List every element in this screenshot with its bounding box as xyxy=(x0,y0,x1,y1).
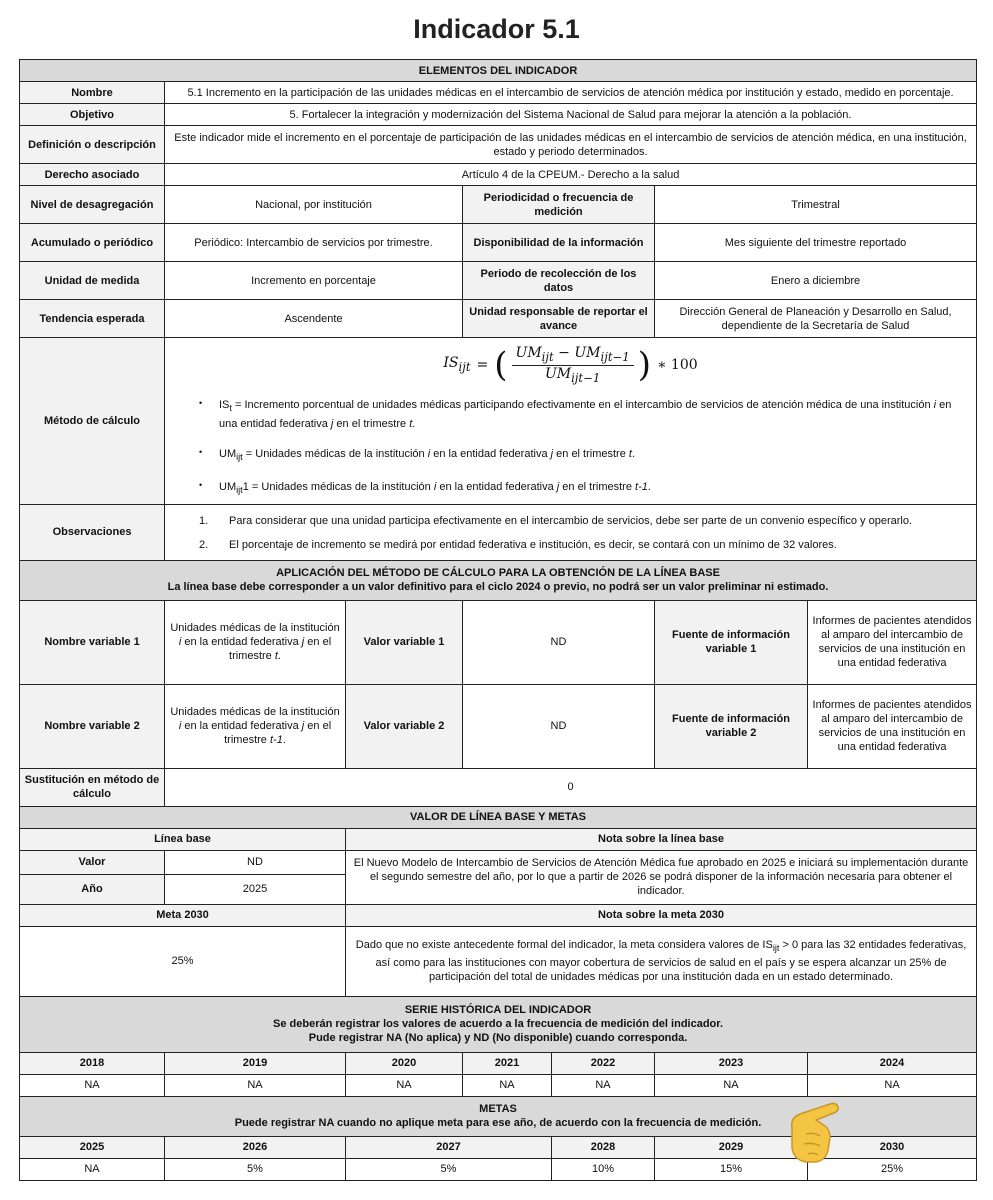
baseline-note: El Nuevo Modelo de Intercambio de Servicios de Atención Médica fue aprobado en 2025 e iniciará su implementación durante el segundo semestre del año, por lo que a partir de 2026 se podrá disponer de la información necesaria para obtener el indicador. xyxy=(346,850,977,904)
goal-value: 5% xyxy=(165,1158,346,1180)
variable1-name-label: Nombre variable 1 xyxy=(20,600,165,684)
variable2-value-label: Valor variable 2 xyxy=(346,684,463,768)
history-note-2: Pude registrar NA (No aplica) y ND (No disponible) cuando corresponda. xyxy=(308,1032,688,1045)
formula-legend xyxy=(169,397,972,499)
goal-value: 10% xyxy=(552,1158,655,1180)
observacion-item: 2. El porcentaje de incremento se medirá por entidad federativa e institución, es decir, se contará con un mínimo de 32 valores. xyxy=(199,539,837,552)
history-year: 2019 xyxy=(165,1052,346,1074)
unidad-value: Incremento en porcentaje xyxy=(165,262,463,300)
goal-value: NA xyxy=(20,1158,165,1180)
page-title: Indicador 5.1 xyxy=(413,14,580,44)
variable1-value-label: Valor variable 1 xyxy=(346,600,463,684)
goal-year: 2028 xyxy=(552,1136,655,1158)
pointing-hand-icon xyxy=(786,1098,856,1168)
section-header-baseline: VALOR DE LÍNEA BASE Y METAS xyxy=(20,806,977,828)
history-value: NA xyxy=(552,1074,655,1096)
derecho-label: Derecho asociado xyxy=(20,164,165,186)
objetivo-value: 5. Fortalecer la integración y modernización del Sistema Nacional de Salud para mejorar la atención a la población. xyxy=(165,104,977,126)
metodo-label: Método de cálculo xyxy=(20,338,165,505)
history-year: 2023 xyxy=(655,1052,808,1074)
tendencia-value: Ascendente xyxy=(165,300,463,338)
history-value: NA xyxy=(463,1074,552,1096)
history-value: NA xyxy=(165,1074,346,1096)
goal-year: 2030 xyxy=(808,1136,977,1158)
nombre-label: Nombre xyxy=(20,82,165,104)
goal-value: 15% xyxy=(655,1158,808,1180)
application-note: La línea base debe corresponder a un valor definitivo para el ciclo 2024 o previo, no podrá ser un valor preliminar ni estimado. xyxy=(167,581,829,594)
sustitucion-label: Sustitución en método de cálculo xyxy=(20,768,165,806)
formula-fraction: $\frac{UM_{ijt} - UM_{ijt-1}}{UM_{ijt-1}}$ xyxy=(512,346,634,385)
formula-lhs: $IS_{ijt}$ xyxy=(443,355,471,374)
goal-year: 2026 xyxy=(165,1136,346,1158)
variable1-source-label: Fuente de información variable 1 xyxy=(655,600,808,684)
history-year: 2022 xyxy=(552,1052,655,1074)
section-header-metas: METAS Puede registrar NA cuando no aplique meta para ese año, de acuerdo con la frecuencia de medición. xyxy=(20,1096,977,1136)
variable1-value: ND xyxy=(463,600,655,684)
recoleccion-value: Enero a diciembre xyxy=(655,262,977,300)
goal-year: 2027 xyxy=(346,1136,552,1158)
observaciones-label: Observaciones xyxy=(20,504,165,560)
meta-value: 25% xyxy=(20,926,346,996)
meta-note: Dado que no existe antecedente formal del indicador, la meta considera valores de $IS_{ijt} > 0$ para las 32 entidades federativas, así como para las instituciones con mayor cobertura de servicios de salud en el país y se espera alcanzar un 25% de participación del total de unidades médicas por una institución dada en un estado determinado. xyxy=(346,926,977,996)
history-value: NA xyxy=(655,1074,808,1096)
goal-value: 25% xyxy=(808,1158,977,1180)
variable2-name: Unidades médicas de la institución i en la entidad federativa j en el trimestre t-1. xyxy=(165,684,346,768)
sustitucion-value: 0 xyxy=(165,768,977,806)
goal-year: 2025 xyxy=(20,1136,165,1158)
history-year: 2018 xyxy=(20,1052,165,1074)
section-header-history: SERIE HISTÓRICA DEL INDICADOR Se deberán registrar los valores de acuerdo a la frecuencia de medición del indicador. Pude registrar NA (No aplica) y ND (No disponible) cuando corresponda. xyxy=(20,996,977,1052)
nombre-value: 5.1 Incremento en la participación de las unidades médicas en el intercambio de servicios de atención médica por institución y estado, medido en porcentaje. xyxy=(165,82,977,104)
history-value: NA xyxy=(808,1074,977,1096)
unidad-label: Unidad de medida xyxy=(20,262,165,300)
history-value: NA xyxy=(346,1074,463,1096)
nivel-value: Nacional, por institución xyxy=(165,186,463,224)
meta-header: Meta 2030 xyxy=(20,904,346,926)
disponibilidad-label: Disponibilidad de la información xyxy=(463,224,655,262)
section-header-application: APLICACIÓN DEL MÉTODO DE CÁLCULO PARA LA OBTENCIÓN DE LA LÍNEA BASE La línea base debe corresponder a un valor definitivo para el ciclo 2024 o previo, no podrá ser un valor preliminar ni estimado. xyxy=(20,560,977,600)
history-note-1: Se deberán registrar los valores de acuerdo a la frecuencia de medición del indicador. xyxy=(273,1018,723,1031)
baseline-anio-label: Año xyxy=(20,874,165,904)
baseline-anio: 2025 xyxy=(165,874,346,904)
history-year: 2024 xyxy=(808,1052,977,1074)
observaciones-value xyxy=(165,504,977,560)
legend-item: • $IS_t$ = Incremento porcentual de unidades médicas participando efectivamente en el intercambio de servicios de atención médica de una institución i en una entidad federativa j en el trimestre t. xyxy=(199,397,966,432)
definicion-label: Definición o descripción xyxy=(20,126,165,164)
baseline-header: Línea base xyxy=(20,828,346,850)
acumulado-value: Periódico: Intercambio de servicios por trimestre. xyxy=(165,224,463,262)
responsable-value: Dirección General de Planeación y Desarrollo en Salud, dependiente de la Secretaría de Salud xyxy=(655,300,977,338)
legend-item: • $UM_{ijt}$ = Unidades médicas de la institución i en la entidad federativa j en el trimestre t. xyxy=(199,446,966,465)
goal-value: 5% xyxy=(346,1158,552,1180)
goal-year: 2029 xyxy=(655,1136,808,1158)
meta-note-header: Nota sobre la meta 2030 xyxy=(346,904,977,926)
formula: $IS_{ijt}$ = ( $\frac{UM_{ijt} - UM_{ijt-1}}{UM_{ijt-1}}$ ) ∗ 100 xyxy=(443,344,698,385)
indicator-table xyxy=(19,59,977,1181)
objetivo-label: Objetivo xyxy=(20,104,165,126)
responsable-label: Unidad responsable de reportar el avance xyxy=(463,300,655,338)
variable1-name: Unidades médicas de la institución i en la entidad federativa j en el trimestre t. xyxy=(165,600,346,684)
history-year: 2021 xyxy=(463,1052,552,1074)
baseline-valor-label: Valor xyxy=(20,850,165,874)
legend-item: • $UM_{ijt}1$ = Unidades médicas de la institución i en la entidad federativa j en el trimestre t-1. xyxy=(199,479,966,498)
acumulado-label: Acumulado o periódico xyxy=(20,224,165,262)
tendencia-label: Tendencia esperada xyxy=(20,300,165,338)
periodicidad-value: Trimestral xyxy=(655,186,977,224)
disponibilidad-value: Mes siguiente del trimestre reportado xyxy=(655,224,977,262)
nivel-label: Nivel de desagregación xyxy=(20,186,165,224)
baseline-note-header: Nota sobre la línea base xyxy=(346,828,977,850)
history-year: 2020 xyxy=(346,1052,463,1074)
baseline-valor: ND xyxy=(165,850,346,874)
derecho-value: Artículo 4 de la CPEUM.- Derecho a la salud xyxy=(165,164,977,186)
variable2-source-label: Fuente de información variable 2 xyxy=(655,684,808,768)
recoleccion-label: Periodo de recolección de los datos xyxy=(463,262,655,300)
metodo-value xyxy=(165,338,977,505)
periodicidad-label: Periodicidad o frecuencia de medición xyxy=(463,186,655,224)
definicion-value: Este indicador mide el incremento en el porcentaje de participación de las unidades médicas en el intercambio de servicios de atención médica, en una institución, estado y periodo determinados. xyxy=(165,126,977,164)
section-header-elements: ELEMENTOS DEL INDICADOR xyxy=(20,60,977,82)
metas-note: Puede registrar NA cuando no aplique meta para ese año, de acuerdo con la frecuencia de medición. xyxy=(234,1117,762,1130)
history-value: NA xyxy=(20,1074,165,1096)
variable2-value: ND xyxy=(463,684,655,768)
variable1-source: Informes de pacientes atendidos al amparo del intercambio de servicios de una institución en una entidad federativa xyxy=(808,600,977,684)
variable2-source: Informes de pacientes atendidos al amparo del intercambio de servicios de una institución en una entidad federativa xyxy=(808,684,977,768)
observacion-item: 1. Para considerar que una unidad participa efectivamente en el intercambio de servicios, debe ser parte de un convenio específico y operarlo. xyxy=(199,515,913,528)
variable2-name-label: Nombre variable 2 xyxy=(20,684,165,768)
